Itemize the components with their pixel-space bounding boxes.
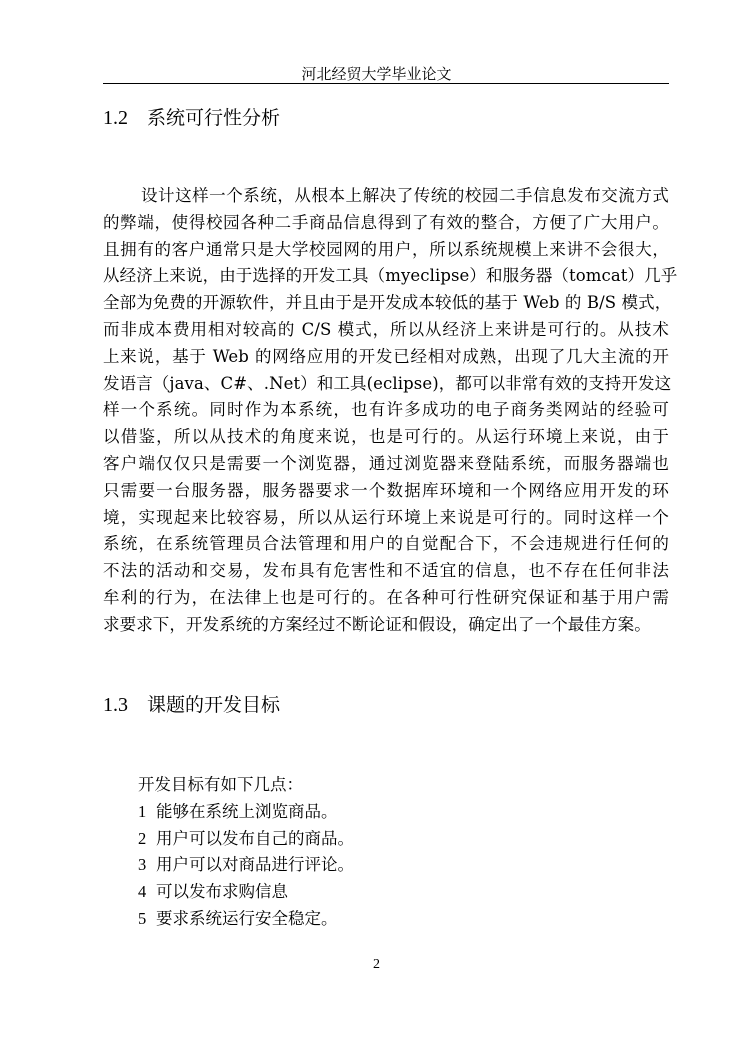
list-item-number: 4 xyxy=(138,882,147,902)
paragraph-line: 发语言（java、C#、.Net）和工具(eclipse)，都可以非常有效的支持开发这 xyxy=(103,373,672,393)
list-item xyxy=(138,826,354,853)
goals-list xyxy=(138,772,354,933)
page-number: 2 xyxy=(373,957,380,972)
list-item-number: 2 xyxy=(138,828,147,848)
paragraph-line: 客户端仅仅只是需要一个浏览器，通过浏览器来登陆系统，而服务器端也 xyxy=(103,453,669,473)
section-title: 课题的开发目标 xyxy=(147,694,281,716)
section-heading-1-3 xyxy=(103,691,280,718)
list-item xyxy=(138,799,354,826)
feasibility-paragraph xyxy=(103,183,678,639)
paragraph-line: 上来说，基于 Web 的网络应用的开发已经相对成熟，出现了几大主流的开 xyxy=(103,346,669,366)
paragraph-line: 求要求下，开发系统的方案经过不断论证和假设，确定出了一个最佳方案。 xyxy=(103,614,651,634)
section-title: 系统可行性分析 xyxy=(147,107,281,129)
paragraph-line: 且拥有的客户通常只是大学校园网的用户，所以系统规模上来讲不会很大， xyxy=(103,239,669,259)
list-item-text: 用户可以发布自己的商品。 xyxy=(156,828,354,848)
paragraph-line: 不法的活动和交易，发布具有危害性和不适宜的信息，也不存在任何非法 xyxy=(103,561,669,581)
list-item-text: 用户可以对商品进行评论。 xyxy=(156,855,354,875)
list-item-text: 能够在系统上浏览商品。 xyxy=(156,801,338,821)
section-number: 1.3 xyxy=(103,694,128,716)
paragraph-line: 只需要一台服务器，服务器要求一个数据库环境和一个网络应用开发的环 xyxy=(103,480,669,500)
paragraph-line: 境，实现起来比较容易，所以从运行环境上来说是可行的。同时这样一个 xyxy=(103,507,669,527)
paragraph-line: 全部为免费的开源软件，并且由于是开发成本较低的基于 Web 的 B/S 模式， xyxy=(103,293,672,313)
section-number: 1.2 xyxy=(103,107,128,129)
header-rule xyxy=(103,83,669,84)
goals-intro: 开发目标有如下几点： xyxy=(138,775,303,794)
section-heading-1-2 xyxy=(103,104,280,131)
list-item xyxy=(138,879,354,906)
running-header: 河北经贸大学毕业论文 xyxy=(301,65,452,83)
paragraph-line: 以借鉴，所以从技术的角度来说，也是可行的。从运行环境上来说，由于 xyxy=(103,427,669,447)
paragraph-line: 设计这样一个系统，从根本上解决了传统的校园二手信息发布交流方式 xyxy=(141,186,669,205)
paragraph-line: 的弊端，使得校园各种二手商品信息得到了有效的整合，方便了广大用户。 xyxy=(103,212,669,232)
list-item-number: 5 xyxy=(138,908,147,928)
list-item-text: 要求系统运行安全稳定。 xyxy=(156,908,338,928)
paragraph-line: 牟利的行为，在法律上也是可行的。在各种可行性研究保证和基于用户需 xyxy=(103,587,669,607)
list-item xyxy=(138,852,354,879)
paragraph-line: 系统，在系统管理员合法管理和用户的自觉配合下，不会违规进行任何的 xyxy=(103,534,669,554)
list-item-text: 可以发布求购信息 xyxy=(156,882,288,902)
paragraph-line: 而非成本费用相对较高的 C/S 模式，所以从经济上来讲是可行的。从技术 xyxy=(103,319,669,339)
list-item-number: 1 xyxy=(138,801,147,821)
list-item xyxy=(138,906,354,933)
list-item-number: 3 xyxy=(138,855,147,875)
paragraph-line: 样一个系统。同时作为本系统，也有许多成功的电子商务类网站的经验可 xyxy=(103,400,669,420)
paragraph-line: 从经济上来说，由于选择的开发工具（myeclipse）和服务器（tomcat）几乎 xyxy=(103,266,678,286)
